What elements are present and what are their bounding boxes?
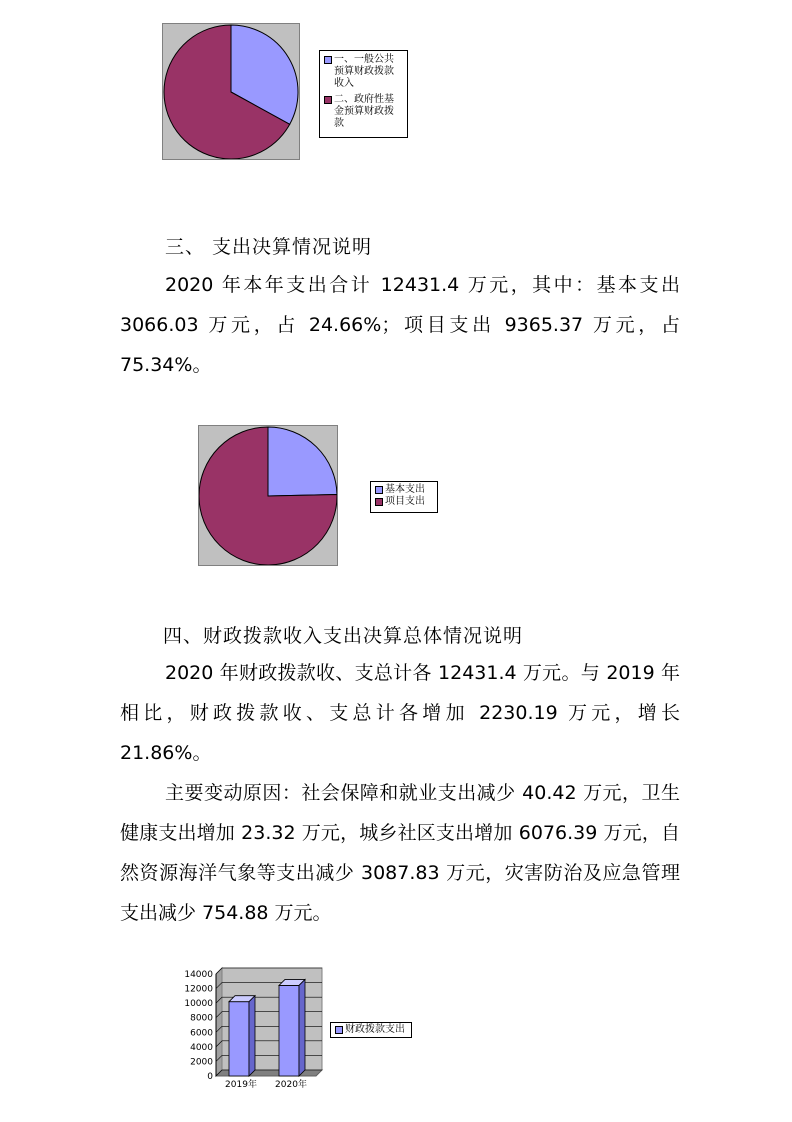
legend-label-line: 一、一般公共 [334, 54, 394, 65]
pie-slice-0 [268, 427, 337, 496]
income-pie-chart-area [162, 23, 300, 160]
bar-side-1 [299, 979, 305, 1076]
section-4-body [120, 653, 680, 933]
legend-swatch-blue [375, 486, 383, 494]
section-4-heading: 四、财政拨款收入支出决算总体情况说明 [163, 625, 524, 647]
bar-chart-legend [330, 1022, 412, 1038]
section-3-heading: 三、 支出决算情况说明 [165, 236, 373, 258]
bar-0 [229, 1002, 249, 1076]
section-4-paragraph-2: 主要变动原因：社会保障和就业支出减少 40.42 万元，卫生健康支出增加 23.32 万元，城乡社区支出增加 6076.39 万元，自然资源海洋气象等支出减少 3087.83 万元，灾害防治及应急管理支出减少 754.88 万元。 [120, 782, 680, 924]
legend-label: 基本支出 [385, 484, 425, 495]
legend-item-appropriation [334, 1024, 408, 1036]
legend-label-line: 款 [334, 118, 344, 129]
y-tick-label: 12000 [184, 984, 213, 995]
legend-label: 项目支出 [385, 496, 425, 507]
legend-item-basic [374, 484, 434, 496]
legend-swatch-maroon [324, 96, 332, 104]
expenditure-pie-chart-area [198, 425, 338, 566]
legend-swatch-blue [335, 1026, 343, 1034]
y-tick-label: 6000 [190, 1028, 213, 1039]
income-pie-chart [163, 24, 299, 159]
y-tick-label: 2000 [190, 1057, 213, 1068]
section-3-body [120, 265, 680, 385]
expenditure-pie-chart [199, 426, 337, 565]
bar-1 [279, 985, 299, 1076]
legend-label-line: 二、政府性基 [334, 94, 394, 105]
appropriation-bar-chart [180, 966, 330, 1090]
y-tick-label: 14000 [184, 970, 213, 980]
legend-label: 财政拨款支出 [345, 1024, 405, 1035]
y-tick-label: 8000 [190, 1013, 213, 1024]
legend-label-line: 金预算财政拨 [334, 106, 394, 117]
legend-swatch-maroon [375, 498, 383, 506]
plot-side-wall [216, 968, 222, 1076]
legend-swatch-blue [324, 56, 332, 64]
section-3-paragraph: 2020 年本年支出合计 12431.4 万元，其中：基本支出 3066.03 万元，占 24.66%；项目支出 9365.37 万元，占 75.34%。 [120, 274, 680, 376]
expenditure-pie-legend [370, 481, 438, 513]
legend-item-project [374, 496, 434, 508]
section-4-paragraph-1: 2020 年财政拨款收、支总计各 12431.4 万元。与 2019 年相比，财政拨款收、支总计各增加 2230.19 万元，增长 21.86%。 [120, 662, 680, 764]
x-tick-label: 2019年 [225, 1080, 257, 1090]
income-pie-legend [319, 50, 408, 138]
bar-side-0 [249, 996, 255, 1076]
legend-label-line: 预算财政拨款 [334, 66, 394, 77]
legend-item-general-budget [323, 54, 404, 90]
x-tick-label: 2020年 [275, 1080, 307, 1090]
y-tick-label: 10000 [184, 999, 213, 1010]
y-tick-label: 4000 [190, 1042, 213, 1053]
y-tick-label: 0 [207, 1072, 213, 1082]
legend-label-line: 收入 [334, 78, 354, 89]
legend-item-fund-budget [323, 94, 404, 130]
